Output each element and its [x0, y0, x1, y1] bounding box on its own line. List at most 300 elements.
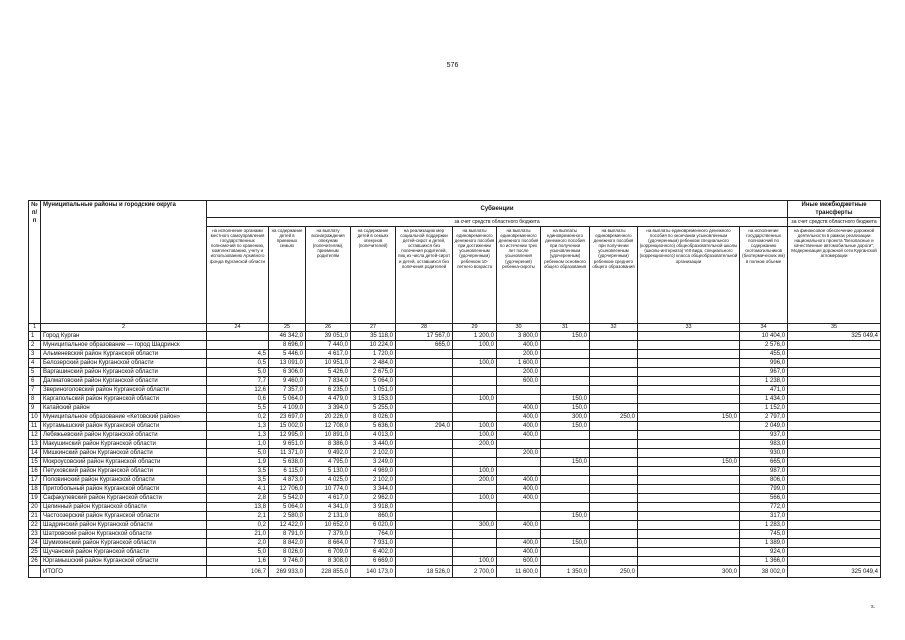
cell-c31 [541, 377, 590, 386]
municipality-name: Макушинский район Курганской области [41, 440, 207, 449]
cell-c24: 13,8 [207, 503, 269, 512]
cell-c27: 5 636,0 [351, 422, 396, 431]
municipality-name: Юргамышский район Курганской области [41, 557, 207, 566]
cell-c25: 7 357,0 [269, 386, 306, 395]
cell-c29: 200,0 [453, 440, 497, 449]
cell-c31 [541, 485, 590, 494]
row-number: 12 [29, 431, 41, 440]
total-c24: 106,7 [207, 566, 269, 578]
cell-c32 [590, 494, 638, 503]
municipality-name: Белозерский район Курганской области [41, 359, 207, 368]
cell-c30: 400,0 [497, 485, 541, 494]
municipality-name: Альменевский район Курганской области [41, 350, 207, 359]
cell-c34: 772,0 [740, 503, 788, 512]
cell-c30: 400,0 [497, 539, 541, 548]
cell-c32 [590, 521, 638, 530]
cell-c24: 5,5 [207, 404, 269, 413]
cell-c25: 9 651,0 [269, 440, 306, 449]
cell-c26: 4 617,0 [306, 350, 351, 359]
total-c29: 2 700,0 [453, 566, 497, 578]
cell-c30: 200,0 [497, 350, 541, 359]
col-desc-33: на выплаты единовременного денежного пособия по окончании усыновленным (удочеренным) ребенком специального (коррекционного) общеобразовательной школы (школы-интерната) VIII вида, специального (коррекционного) класса общеобразовательной организации [638, 227, 740, 324]
total-c35: 325 049,4 [788, 566, 881, 578]
cell-c27: 3 918,0 [351, 503, 396, 512]
table-row [29, 332, 881, 341]
cell-c29: 100,0 [453, 467, 497, 476]
cell-c35 [788, 413, 881, 422]
cell-c30: 200,0 [497, 449, 541, 458]
cell-c32 [590, 350, 638, 359]
cell-c24: 1,3 [207, 431, 269, 440]
cell-c24: 12,6 [207, 386, 269, 395]
cell-c28 [396, 395, 453, 404]
cell-c26: 7 834,0 [306, 377, 351, 386]
total-label: ИТОГО [41, 566, 207, 578]
cell-c24 [207, 332, 269, 341]
cell-c34: 455,0 [740, 350, 788, 359]
cell-c26: 10 951,0 [306, 359, 351, 368]
cell-c25: 15 002,0 [269, 422, 306, 431]
cell-c32 [590, 395, 638, 404]
cell-c31 [541, 557, 590, 566]
header-regional-budget-other: за счет средств областного бюджета [788, 218, 881, 227]
municipality-name: Половинский район Курганской области [41, 476, 207, 485]
cell-c25: 13 091,0 [269, 359, 306, 368]
cell-c30: 400,0 [497, 521, 541, 530]
cell-c27: 3 249,0 [351, 458, 396, 467]
cell-c32 [590, 359, 638, 368]
cell-c33 [638, 359, 740, 368]
column-number: 27 [351, 324, 396, 332]
row-number: 26 [29, 557, 41, 566]
total-row [29, 566, 881, 578]
cell-c29 [453, 503, 497, 512]
municipality-name: Куртамышский район Курганской области [41, 422, 207, 431]
cell-c30 [497, 395, 541, 404]
column-number: 35 [788, 324, 881, 332]
cell-c30: 400,0 [497, 404, 541, 413]
cell-c32 [590, 548, 638, 557]
table-row [29, 530, 881, 539]
table-row [29, 368, 881, 377]
cell-c30 [497, 530, 541, 539]
municipality-name: Целинный район Курганской области [41, 503, 207, 512]
cell-c27: 2 962,0 [351, 494, 396, 503]
cell-c28 [396, 359, 453, 368]
municipality-name: Петуховский район Курганской области [41, 467, 207, 476]
municipality-name: Катайский район [41, 404, 207, 413]
row-number: 8 [29, 395, 41, 404]
cell-c35 [788, 521, 881, 530]
cell-c26: 8 308,0 [306, 557, 351, 566]
cell-c35 [788, 386, 881, 395]
cell-c34: 799,0 [740, 485, 788, 494]
cell-c25: 8 026,0 [269, 548, 306, 557]
cell-c29: 300,0 [453, 521, 497, 530]
cell-c25: 9 460,0 [269, 377, 306, 386]
cell-c26: 10 774,0 [306, 485, 351, 494]
cell-c35 [788, 377, 881, 386]
col-desc-26: на выплату вознаграждения опекунам (попечителям), приемным родителям [306, 227, 351, 324]
cell-c26: 6 235,0 [306, 386, 351, 395]
cell-c35 [788, 494, 881, 503]
cell-c30: 600,0 [497, 377, 541, 386]
cell-c35 [788, 539, 881, 548]
cell-c31 [541, 530, 590, 539]
cell-c28 [396, 413, 453, 422]
cell-c29: 200,0 [453, 476, 497, 485]
cell-c25: 11 371,0 [269, 449, 306, 458]
cell-c32 [590, 476, 638, 485]
cell-c29 [453, 449, 497, 458]
cell-c27: 2 675,0 [351, 368, 396, 377]
cell-c32 [590, 530, 638, 539]
cell-c28 [396, 350, 453, 359]
cell-c28: 17 567,0 [396, 332, 453, 341]
cell-c28: 665,0 [396, 341, 453, 350]
municipality-name: Далматовский район Курганской области [41, 377, 207, 386]
cell-c25: 4 873,0 [269, 476, 306, 485]
cell-c35 [788, 341, 881, 350]
page-number: 576 [446, 62, 459, 69]
cell-c27: 3 344,0 [351, 485, 396, 494]
cell-c24: 0,2 [207, 413, 269, 422]
cell-c31 [541, 467, 590, 476]
cell-c30: 400,0 [497, 431, 541, 440]
cell-c33 [638, 431, 740, 440]
cell-c33 [638, 467, 740, 476]
cell-c27: 2 102,0 [351, 449, 396, 458]
cell-c27: 3 153,0 [351, 395, 396, 404]
cell-c28 [396, 377, 453, 386]
row-number: 13 [29, 440, 41, 449]
total-c25: 269 933,0 [269, 566, 306, 578]
cell-c26: 20 226,0 [306, 413, 351, 422]
cell-c25: 23 697,0 [269, 413, 306, 422]
subsidies-table [28, 200, 881, 578]
cell-c26: 8 386,0 [306, 440, 351, 449]
cell-c29 [453, 413, 497, 422]
cell-c28 [396, 467, 453, 476]
municipality-name: Лебяжьевский район Курганской области [41, 431, 207, 440]
total-num [29, 566, 41, 578]
total-c27: 140 173,0 [351, 566, 396, 578]
cell-c31 [541, 431, 590, 440]
cell-c30: 400,0 [497, 494, 541, 503]
cell-c30: 200,0 [497, 368, 541, 377]
cell-c25: 12 995,0 [269, 431, 306, 440]
cell-c31 [541, 476, 590, 485]
col-desc-32: на выплаты единовременного денежного пособия при получении усыновленным (удочеренным) ребенком среднего общего образования [590, 227, 638, 324]
cell-c29 [453, 485, 497, 494]
column-number: 31 [541, 324, 590, 332]
header-subsidies: Субвенции [207, 201, 788, 218]
cell-c35 [788, 350, 881, 359]
cell-c31 [541, 548, 590, 557]
cell-c35 [788, 431, 881, 440]
cell-c31: 150,0 [541, 512, 590, 521]
cell-c24: 3,5 [207, 476, 269, 485]
municipality-name: Мишкинский район Курганской области [41, 449, 207, 458]
row-number: 23 [29, 530, 41, 539]
cell-c33 [638, 539, 740, 548]
cell-c25: 5 064,0 [269, 395, 306, 404]
row-number: 25 [29, 548, 41, 557]
cell-c31: 150,0 [541, 422, 590, 431]
cell-c28 [396, 458, 453, 467]
cell-c32 [590, 467, 638, 476]
cell-c33 [638, 404, 740, 413]
cell-c28 [396, 539, 453, 548]
cell-c32 [590, 368, 638, 377]
cell-c34: 1 283,0 [740, 521, 788, 530]
cell-c34: 987,0 [740, 467, 788, 476]
cell-c29: 100,0 [453, 422, 497, 431]
cell-c29 [453, 350, 497, 359]
municipality-name: Варгашинский район Курганской области [41, 368, 207, 377]
cell-c31: 150,0 [541, 404, 590, 413]
col-desc-30: на выплаты единовременного денежного пособия по истечении трех лет после усыновления (удочерения) ребенка-сироты [497, 227, 541, 324]
cell-c35 [788, 449, 881, 458]
cell-c33 [638, 503, 740, 512]
cell-c27: 7 931,0 [351, 539, 396, 548]
cell-c25: 5 446,0 [269, 350, 306, 359]
cell-c30 [497, 440, 541, 449]
cell-c32 [590, 449, 638, 458]
column-number: 26 [306, 324, 351, 332]
cell-c32 [590, 422, 638, 431]
cell-c25: 8 842,0 [269, 539, 306, 548]
row-number: 14 [29, 449, 41, 458]
cell-c32 [590, 458, 638, 467]
column-number: 28 [396, 324, 453, 332]
cell-c28 [396, 512, 453, 521]
col-desc-29: на выплаты единовременного денежного пособия при достижении усыновленным (удочеренным) ребенком 10-летнего возраста [453, 227, 497, 324]
cell-c29 [453, 377, 497, 386]
cell-c32 [590, 503, 638, 512]
cell-c24: 1,3 [207, 422, 269, 431]
cell-c32 [590, 386, 638, 395]
cell-c28 [396, 503, 453, 512]
cell-c31 [541, 341, 590, 350]
cell-c25: 6 306,0 [269, 368, 306, 377]
cell-c26: 4 479,0 [306, 395, 351, 404]
column-number: 32 [590, 324, 638, 332]
cell-c34: 665,0 [740, 458, 788, 467]
cell-c34: 2 797,0 [740, 413, 788, 422]
cell-c35 [788, 440, 881, 449]
row-number: 21 [29, 512, 41, 521]
table-row [29, 440, 881, 449]
cell-c29 [453, 530, 497, 539]
row-number: 18 [29, 485, 41, 494]
cell-c24: 21,0 [207, 530, 269, 539]
cell-c35 [788, 512, 881, 521]
cell-c25: 9 746,0 [269, 557, 306, 566]
cell-c31: 150,0 [541, 458, 590, 467]
cell-c32 [590, 440, 638, 449]
cell-c34: 1 389,0 [740, 539, 788, 548]
cell-c27: 6 402,0 [351, 548, 396, 557]
cell-c29: 100,0 [453, 431, 497, 440]
header-municipality: Муниципальные районы и городские округа [41, 201, 207, 324]
cell-c34: 806,0 [740, 476, 788, 485]
cell-c27: 1 720,0 [351, 350, 396, 359]
cell-c33 [638, 386, 740, 395]
row-number: 11 [29, 422, 41, 431]
cell-c29 [453, 404, 497, 413]
cell-c34: 996,0 [740, 359, 788, 368]
cell-c33 [638, 476, 740, 485]
cell-c31 [541, 503, 590, 512]
total-c32: 250,0 [590, 566, 638, 578]
cell-c33 [638, 485, 740, 494]
cell-c34: 10 404,0 [740, 332, 788, 341]
cell-c32 [590, 539, 638, 548]
cell-c34: 471,0 [740, 386, 788, 395]
cell-c31 [541, 440, 590, 449]
cell-c35 [788, 476, 881, 485]
municipality-name: Шатровский район Курганской области [41, 530, 207, 539]
cell-c29: 100,0 [453, 359, 497, 368]
cell-c25: 5 542,0 [269, 494, 306, 503]
table-row [29, 476, 881, 485]
cell-c31: 300,0 [541, 413, 590, 422]
cell-c24: 3,5 [207, 467, 269, 476]
cell-c27: 2 102,0 [351, 476, 396, 485]
cell-c30: 400,0 [497, 422, 541, 431]
municipality-name: Щучанский район Курганской области [41, 548, 207, 557]
cell-c27: 860,0 [351, 512, 396, 521]
cell-c27: 1 051,0 [351, 386, 396, 395]
column-number: 33 [638, 324, 740, 332]
cell-c34: 2 049,0 [740, 422, 788, 431]
cell-c33 [638, 530, 740, 539]
cell-c34: 930,0 [740, 449, 788, 458]
cell-c28 [396, 440, 453, 449]
cell-c31 [541, 386, 590, 395]
cell-c31 [541, 368, 590, 377]
cell-c32 [590, 512, 638, 521]
municipality-name: Муниципальное образование — город Шадринск [41, 341, 207, 350]
cell-c33: 150,0 [638, 413, 740, 422]
cell-c24: 2,0 [207, 539, 269, 548]
municipality-name: Каргапольский район Курганской области [41, 395, 207, 404]
column-number: 1 [29, 324, 41, 332]
cell-c28 [396, 431, 453, 440]
cell-c29: 100,0 [453, 557, 497, 566]
cell-c35 [788, 368, 881, 377]
cell-c26: 7 440,0 [306, 341, 351, 350]
cell-c32 [590, 404, 638, 413]
cell-c28 [396, 449, 453, 458]
table-row [29, 512, 881, 521]
cell-c27: 35 118,0 [351, 332, 396, 341]
cell-c30: 400,0 [497, 548, 541, 557]
row-number: 2 [29, 341, 41, 350]
cell-c35 [788, 458, 881, 467]
col-desc-28: на реализацию мер социальной поддержки детей-сирот и детей, оставшихся без попечения родителей, лиц из числа детей-сирот и детей, оставшихся без попечения родителей [396, 227, 453, 324]
cell-c32 [590, 431, 638, 440]
cell-c30 [497, 512, 541, 521]
cell-c26: 7 379,0 [306, 530, 351, 539]
cell-c24: 5,0 [207, 449, 269, 458]
cell-c35 [788, 503, 881, 512]
cell-c35 [788, 404, 881, 413]
cell-c35 [788, 395, 881, 404]
cell-c30: 400,0 [497, 476, 541, 485]
col-desc-35: на финансовое обеспечение дорожной деятельности в рамках реализации национального проекта "Безопасные и качественные автомобильные дороги", Модернизация дорожной сети Курганской агломерации [788, 227, 881, 324]
header-regional-budget: за счет средств областного бюджета [207, 218, 788, 227]
cell-c25: 46 342,0 [269, 332, 306, 341]
table-row [29, 422, 881, 431]
municipality-name: Город Курган [41, 332, 207, 341]
cell-c25: 5 638,0 [269, 458, 306, 467]
municipality-name: Шадринский район Курганской области [41, 521, 207, 530]
cell-c30 [497, 386, 541, 395]
cell-c26: 12 708,0 [306, 422, 351, 431]
cell-c24: 5,0 [207, 548, 269, 557]
cell-c35 [788, 548, 881, 557]
cell-c32 [590, 557, 638, 566]
table-row [29, 485, 881, 494]
corner-mark: s. [871, 604, 875, 610]
cell-c28 [396, 404, 453, 413]
column-number: 30 [497, 324, 541, 332]
cell-c34: 967,0 [740, 368, 788, 377]
cell-c26: 9 492,0 [306, 449, 351, 458]
cell-c24: 0,6 [207, 395, 269, 404]
row-number: 24 [29, 539, 41, 548]
table-row [29, 458, 881, 467]
row-number: 5 [29, 368, 41, 377]
cell-c27: 8 026,0 [351, 413, 396, 422]
row-number: 16 [29, 467, 41, 476]
cell-c24: 1,0 [207, 440, 269, 449]
total-c34: 38 002,0 [740, 566, 788, 578]
cell-c24: 2,8 [207, 494, 269, 503]
cell-c24: 4,5 [207, 350, 269, 359]
cell-c29 [453, 539, 497, 548]
cell-c33 [638, 377, 740, 386]
municipality-name: Притобольный район Курганской области [41, 485, 207, 494]
cell-c31 [541, 350, 590, 359]
cell-c33 [638, 341, 740, 350]
cell-c35 [788, 467, 881, 476]
table-row [29, 377, 881, 386]
table-row [29, 413, 881, 422]
cell-c27: 5 255,0 [351, 404, 396, 413]
cell-c28 [396, 476, 453, 485]
table-row [29, 359, 881, 368]
cell-c28 [396, 557, 453, 566]
cell-c26: 4 795,0 [306, 458, 351, 467]
cell-c28 [396, 485, 453, 494]
cell-c33 [638, 350, 740, 359]
row-number: 6 [29, 377, 41, 386]
cell-c29: 1 200,0 [453, 332, 497, 341]
cell-c35 [788, 359, 881, 368]
municipality-name: Звериноголовский район Курганской области [41, 386, 207, 395]
cell-c30: 400,0 [497, 341, 541, 350]
row-number: 19 [29, 494, 41, 503]
cell-c25: 2 580,0 [269, 512, 306, 521]
cell-c31: 150,0 [541, 332, 590, 341]
row-number: 22 [29, 521, 41, 530]
cell-c26: 10 652,0 [306, 521, 351, 530]
table-row [29, 467, 881, 476]
cell-c34: 1 152,0 [740, 404, 788, 413]
